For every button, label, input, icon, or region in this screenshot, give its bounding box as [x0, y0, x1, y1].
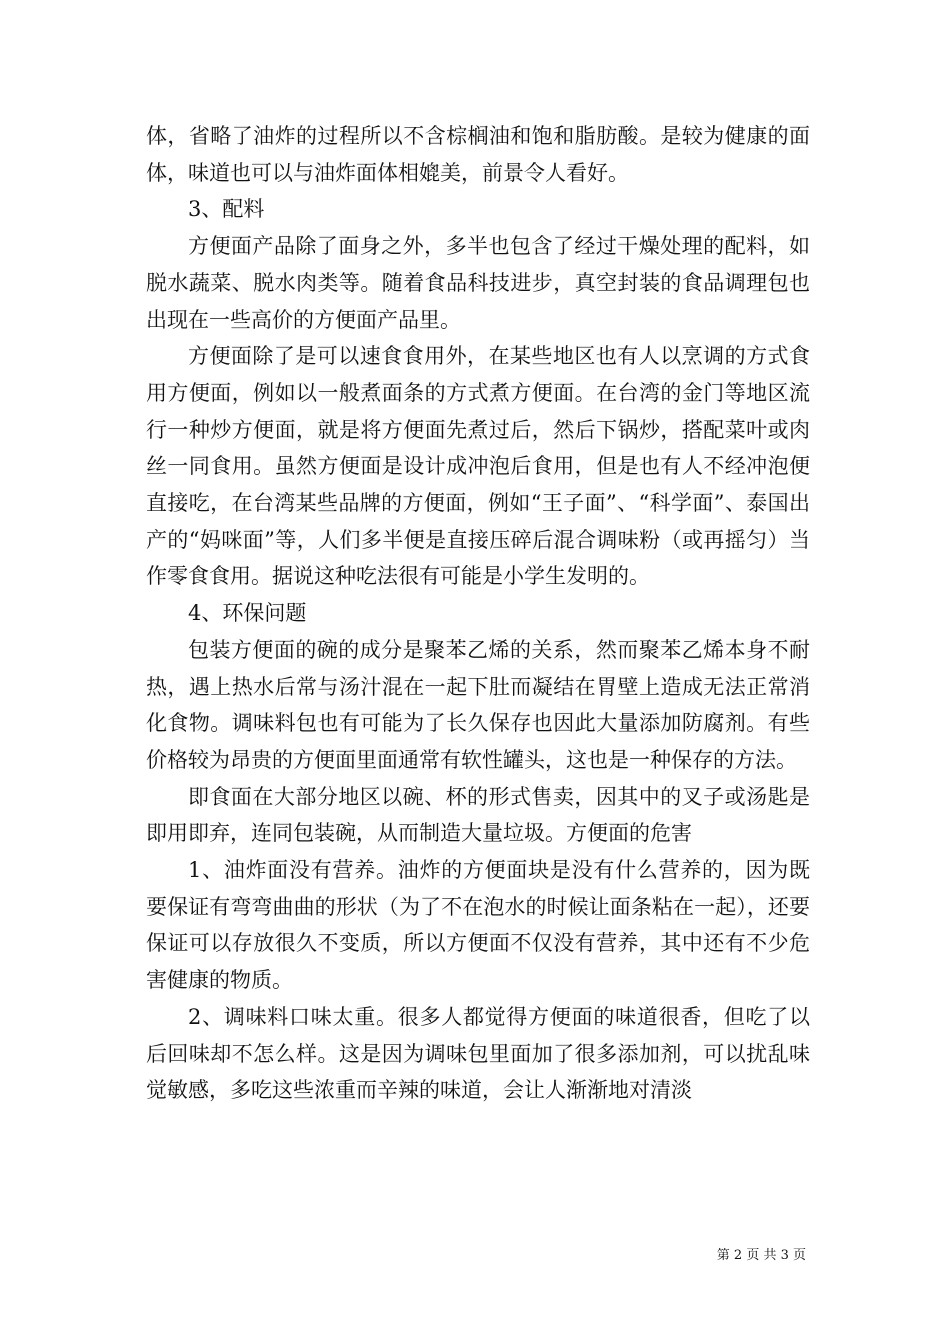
heading-environment: 4、环保问题 [188, 601, 307, 626]
paragraph-harm-seasoning: 2、调味料口味太重。很多人都觉得方便面的味道很香，但吃了以后回味却不怎么样。这是因为调味包里面加了很多添加剂，可以扰乱味觉敏感，多吃这些浓重而辛辣的味道，会让人渐渐地对清淡 [146, 1004, 810, 1103]
heading-ingredients: 3、配料 [188, 197, 265, 222]
paragraph-waste: 即食面在大部分地区以碗、杯的形式售卖，因其中的叉子或汤匙是即用即弃，连同包装碗，从而制造大量垃圾。方便面的危害 [146, 784, 810, 846]
paragraph-cooking-methods: 方便面除了是可以速食食用外，在某些地区也有人以烹调的方式食用方便面，例如以一般煮面条的方式煮方便面。在台湾的金门等地区流行一种炒方便面，就是将方便面先煮过后，然后下锅炒，搭配菜叶或肉丝一同食用。虽然方便面是设计成冲泡后食用，但是也有人不经冲泡便直接吃，在台湾某些品牌的方便面，例如“王子面”、“科学面”、泰国出产的“妈咪面”等，人们多半便是直接压碎后混合调味粉（或再摇匀）当作零食食用。据说这种吃法很有可能是小学生发明的。 [146, 344, 810, 589]
document-body [146, 118, 810, 1109]
page-number: 第 2 页 共 3 页 [716, 1248, 806, 1263]
paragraph-packaging: 包装方便面的碗的成分是聚苯乙烯的关系，然而聚苯乙烯本身不耐热，遇上热水后常与汤汁混在一起下肚而凝结在胃壁上造成无法正常消化食物。调味料包也有可能为了长久保存也因此大量添加防腐剂。有些价格较为昂贵的方便面里面通常有软性罐头，这也是一种保存的方法。 [146, 637, 810, 772]
paragraph-ingredients: 方便面产品除了面身之外，多半也包含了经过干燥处理的配料，如脱水蔬菜、脱水肉类等。随着食品科技进步，真空封装的食品调理包也出现在一些高价的方便面产品里。 [146, 234, 810, 332]
paragraph-1: 体，省略了油炸的过程所以不含棕榈油和饱和脂肪酸。是较为健康的面体，味道也可以与油炸面体相媲美，前景令人看好。 [146, 124, 810, 185]
paragraph-harm-fried: 1、油炸面没有营养。油炸的方便面块是没有什么营养的，因为既要保证有弯弯曲曲的形状（为了不在泡水的时候让面条粘在一起），还要保证可以存放很久不变质，所以方便面不仅没有营养，其中还有不少危害健康的物质。 [146, 858, 810, 993]
